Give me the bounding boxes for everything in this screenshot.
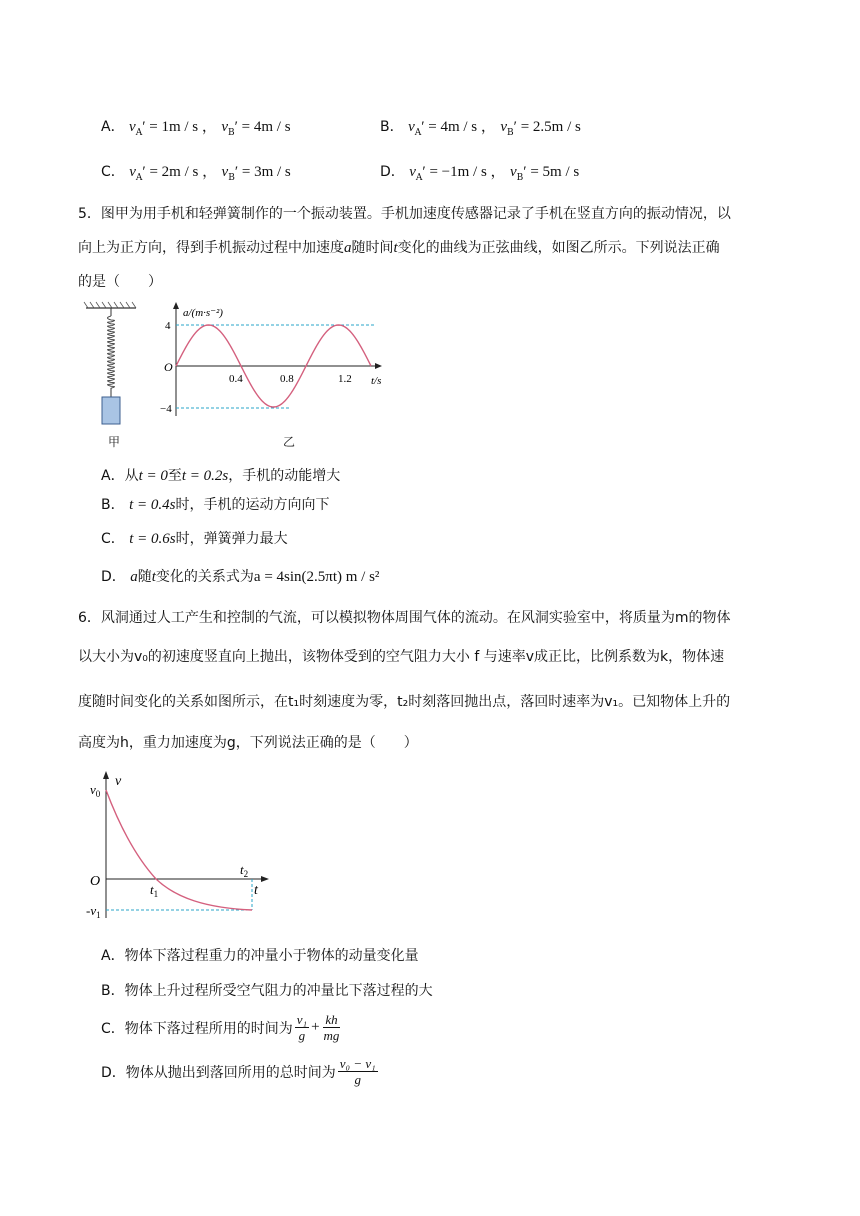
q6-option-c: C． 物体下落过程所用的时间为 $\frac{\text{v₁}}{g}$ + $\frac{kh}{mg}$ bbox=[101, 1012, 340, 1043]
fraction-v1-over-g: $\frac{\text{v₁}}{g}$ bbox=[296, 1012, 308, 1043]
velocity-chart bbox=[86, 768, 276, 924]
q5-option-a: A．从t = 0至t = 0.2s，手机的动能增大 bbox=[101, 468, 341, 484]
q5-option-b: B． t = 0.4s时，手机的运动方向向下 bbox=[101, 497, 330, 513]
x-tick-1.2: 1.2 bbox=[338, 373, 352, 385]
t1-label: $t_1$ bbox=[150, 882, 159, 899]
origin-label: O bbox=[164, 360, 173, 374]
t2-label: $t_2$ bbox=[240, 862, 249, 879]
q6-stem-line3: 度随时间变化的关系如图所示，在t₁时刻速度为零，t₂时刻落回抛出点，落回时速率为v₁。已知物体上升的 bbox=[78, 694, 731, 710]
q5-stem-line1: 5．图甲为用手机和轻弹簧制作的一个振动装置。手机加速度传感器记录了手机在竖直方向的振动情况，以 bbox=[78, 206, 731, 222]
prev-option-c: C． $v_A' = 2m / s$ ， $v_B' = 3m / s$ bbox=[101, 164, 291, 183]
q6-stem-line4: 高度为h，重力加速度为g，下列说法正确的是（ ） bbox=[78, 735, 418, 751]
velocity-curve bbox=[106, 790, 252, 910]
phone-block bbox=[102, 397, 120, 424]
y-axis-label: a/(m·s⁻²) bbox=[183, 307, 223, 319]
y-tick-neg4: −4 bbox=[160, 403, 172, 415]
v0-label: $v_0$ bbox=[90, 782, 101, 799]
prev-option-a: A． $v_A' = 1m / s$ ， $v_B' = 4m / s$ bbox=[101, 119, 291, 138]
x-tick-0.8: 0.8 bbox=[280, 373, 294, 385]
q5-stem-line2: 向上为正方向，得到手机振动过程中加速度a随时间t变化的曲线为正弦曲线，如图乙所示。下列说法正确 bbox=[78, 240, 720, 256]
fig-label-yi: 乙 bbox=[283, 435, 296, 449]
acceleration-chart bbox=[160, 298, 400, 422]
x-axis-label: t/s bbox=[371, 375, 382, 387]
t-axis-label: t bbox=[254, 883, 258, 898]
q6-stem-line2: 以大小为v₀的初速度竖直向上抛出，该物体受到的空气阻力大小 f 与速率v成正比，比例系数为k，物体速 bbox=[78, 649, 725, 665]
spring-device-figure bbox=[82, 300, 142, 450]
q6-option-d: D． 物体从抛出到落回所用的总时间为 $\frac{\text{v₀ − v₁}}{g}$ bbox=[101, 1056, 376, 1087]
prev-option-b: B． $v_A' = 4m / s$ ， $v_B' = 2.5m / s$ bbox=[380, 119, 581, 138]
fraction-v0-minus-v1-over-g: $\frac{\text{v₀ − v₁}}{g}$ bbox=[339, 1056, 376, 1087]
q6-stem-line1: 6．风洞通过人工产生和控制的气流，可以模拟物体周围气体的流动。在风洞实验室中，将质量为m的物体 bbox=[78, 610, 731, 626]
fig-label-jia: 甲 bbox=[108, 435, 121, 449]
q5-stem-line3: 的是（ ） bbox=[78, 274, 162, 290]
q6-option-a: A．物体下落过程重力的冲量小于物体的动量变化量 bbox=[101, 948, 419, 964]
x-tick-0.4: 0.4 bbox=[229, 373, 243, 385]
q6-option-b: B．物体上升过程所受空气阻力的冲量比下落过程的大 bbox=[101, 983, 433, 999]
v-axis-label: v bbox=[115, 774, 122, 789]
prev-option-d: D． $v_A' = -1m / s$ ， $v_B' = 5m / s$ bbox=[380, 164, 580, 183]
q5-option-d: D． a随t变化的关系式为a = 4sin(2.5πt) m / s² bbox=[101, 569, 380, 585]
fraction-kh-over-mg: $\frac{kh}{mg}$ bbox=[323, 1012, 340, 1043]
neg-v1-label: $-v_1$ bbox=[86, 903, 101, 920]
q5-option-c: C． t = 0.6s时，弹簧弹力最大 bbox=[101, 531, 288, 547]
origin-label: O bbox=[90, 874, 101, 889]
y-tick-4: 4 bbox=[165, 320, 171, 332]
